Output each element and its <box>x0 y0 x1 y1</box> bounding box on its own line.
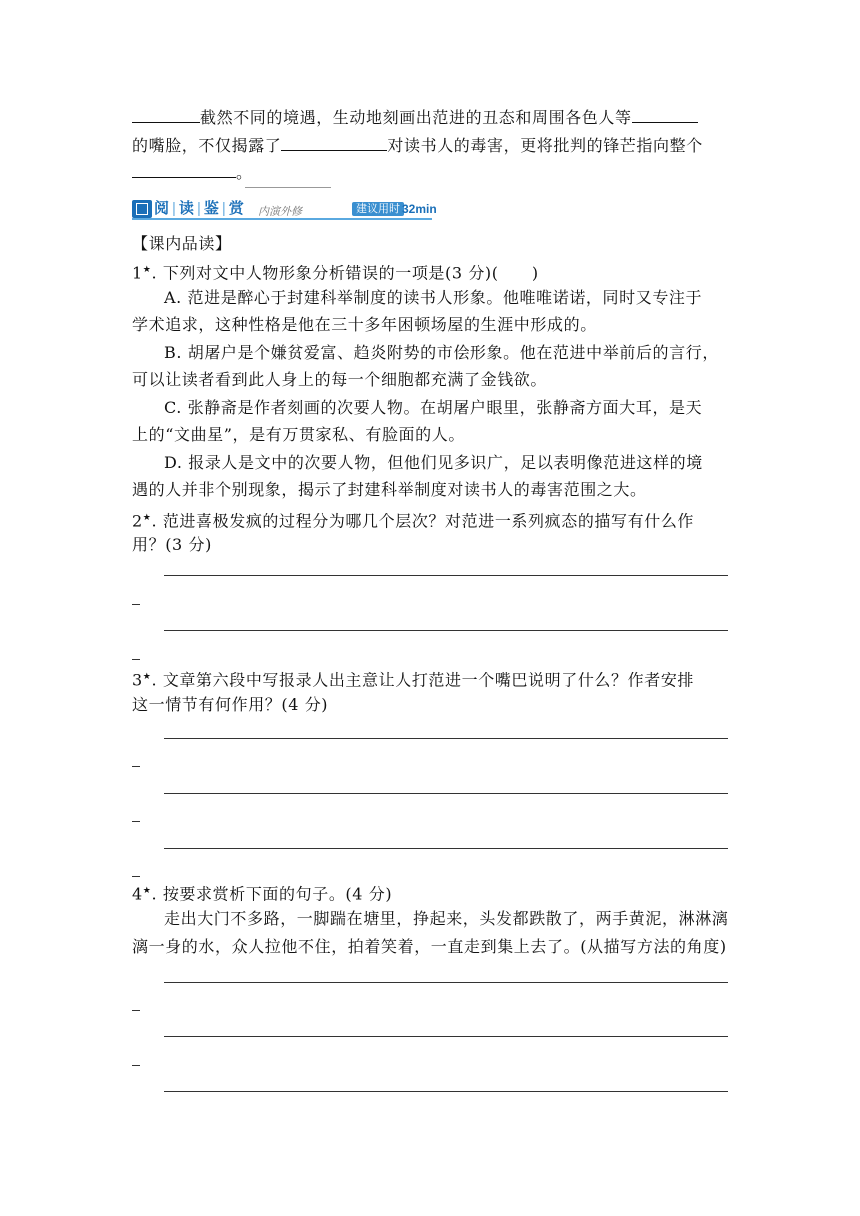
book-icon <box>132 200 152 218</box>
fill-blank[interactable] <box>132 161 236 178</box>
fill-text: 。 <box>236 163 253 182</box>
reading-banner <box>132 200 437 220</box>
question-4: 4★. 按要求赏析下面的句子。(4 分) <box>132 884 393 904</box>
answer-line[interactable] <box>164 1036 728 1037</box>
fill-text: 截然不同的境遇，生动地刻画出范进的丑态和周围各色人等 <box>200 108 632 127</box>
answer-dash <box>132 1065 140 1066</box>
fill-blank[interactable] <box>132 106 200 123</box>
answer-line[interactable] <box>164 630 728 631</box>
option-a-cont: 学术追求，这种性格是他在三十多年困顿场屋的生涯中形成的。 <box>132 315 597 334</box>
divider <box>245 187 331 188</box>
quote-passage-cont: 漓一身的水，众人拉他不住，拍着笑着，一直走到集上去了。(从描写方法的角度) <box>132 937 727 956</box>
star-icon: ★ <box>142 513 152 523</box>
answer-line[interactable] <box>164 982 728 983</box>
fill-text: 对读书人的毒害，更将批判的锋芒指向整个 <box>387 136 703 155</box>
question-2-cont: 用？(3 分) <box>132 535 212 554</box>
fill-blank[interactable] <box>632 106 698 123</box>
time-value: 32min <box>402 202 437 216</box>
option-a[interactable]: A. 范进是醉心于封建科举制度的读书人形象。他唯唯诺诺，同时又专注于 <box>164 288 703 307</box>
answer-line[interactable] <box>164 793 728 794</box>
banner-underline <box>132 218 432 220</box>
answer-line[interactable] <box>164 848 728 849</box>
answer-dash <box>132 659 140 660</box>
fill-line-2 <box>132 134 703 157</box>
banner-subtitle: 内演外修 <box>258 205 302 218</box>
question-3: 3★. 文章第六段中写报录人出主意让人打范进一个嘴巴说明了什么？作者安排 <box>132 670 695 690</box>
option-d[interactable]: D. 报录人是文中的次要人物，但他们见多识广，足以表明像范进这样的境 <box>164 453 703 472</box>
star-icon: ★ <box>142 672 152 682</box>
fill-text: 的嘴脸，不仅揭露了 <box>132 136 282 155</box>
fill-line-3 <box>132 161 253 184</box>
fill-line-1 <box>132 106 698 129</box>
quote-passage: 走出大门不多路，一脚踹在塘里，挣起来，头发都跌散了，两手黄泥，淋淋漓 <box>164 909 729 928</box>
answer-dash <box>132 876 140 877</box>
option-b[interactable]: B. 胡屠户是个嫌贫爱富、趋炎附势的市侩形象。他在范进中举前后的言行， <box>164 343 719 362</box>
answer-dash <box>132 821 140 822</box>
answer-line[interactable] <box>164 738 728 739</box>
answer-line[interactable] <box>164 1091 728 1092</box>
answer-dash <box>132 766 140 767</box>
section-heading: 【课内品读】 <box>132 234 232 253</box>
question-3-cont: 这一情节有何作用？(4 分) <box>132 695 329 714</box>
question-2: 2★. 范进喜极发疯的过程分为哪几个层次？对范进一系列疯态的描写有什么作 <box>132 511 695 531</box>
option-d-cont: 遇的人并非个别现象，揭示了封建科举制度对读书人的毒害范围之大。 <box>132 480 647 499</box>
banner-title: 阅 | 读 | 鉴 | 赏 <box>154 200 245 217</box>
option-c-cont: 上的“文曲星”，是有万贯家私、有脸面的人。 <box>132 425 465 444</box>
answer-dash <box>132 1010 140 1011</box>
fill-blank[interactable] <box>281 134 387 151</box>
question-1: 1★. 下列对文中人物形象分析错误的一项是(3 分)( ) <box>132 263 539 283</box>
option-b-cont: 可以让读者看到此人身上的每一个细胞都充满了金钱欲。 <box>132 370 548 389</box>
answer-dash <box>132 604 140 605</box>
star-icon: ★ <box>142 265 152 275</box>
star-icon: ★ <box>142 886 152 896</box>
time-label: 建议用时 <box>352 202 404 216</box>
answer-line[interactable] <box>164 575 728 576</box>
option-c[interactable]: C. 张静斋是作者刻画的次要人物。在胡屠户眼里，张静斋方面大耳，是天 <box>164 398 703 417</box>
